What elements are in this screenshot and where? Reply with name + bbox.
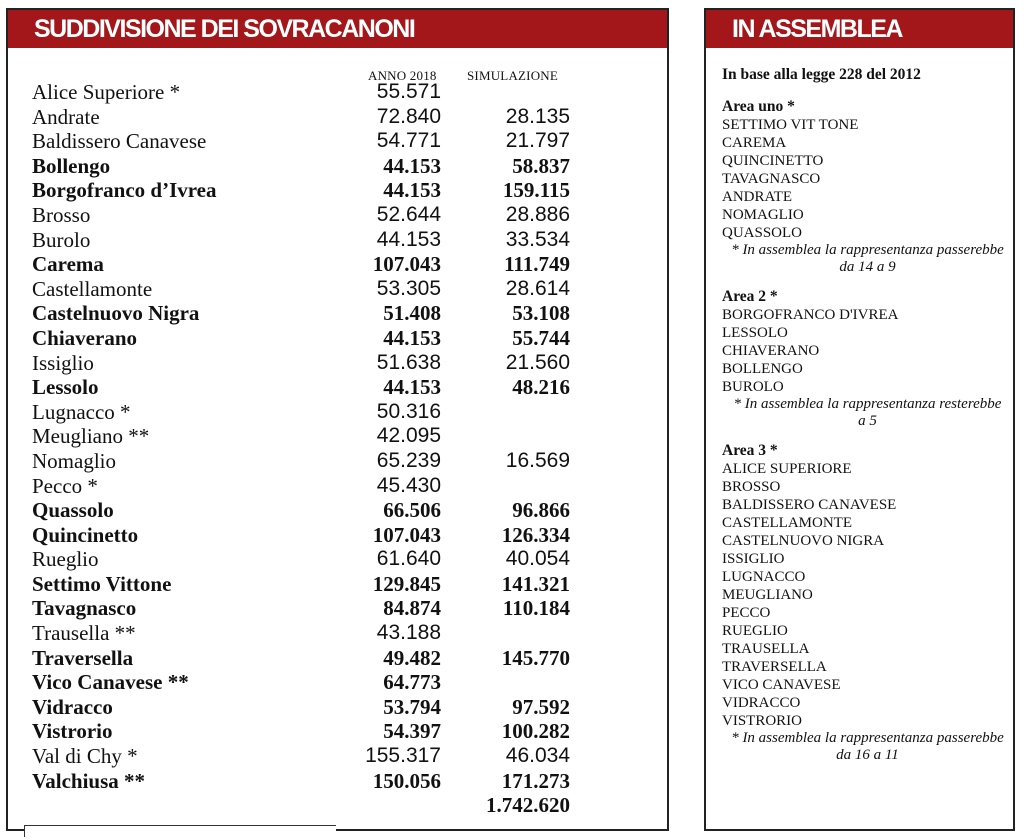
area-municipality: CHIAVERANO [722,343,820,359]
simulazione-value: 111.749 [504,252,570,277]
table-row [8,547,667,572]
area-municipality: QUASSOLO [722,225,803,241]
municipality-name: Lugnacco * [32,399,131,424]
simulazione-value: 96.866 [512,498,570,523]
anno-2018-value: 54.397 [383,719,441,744]
area-municipality: LUGNACCO [722,569,806,585]
anno-2018-value: 61.640 [376,547,441,571]
area-municipality: TRAVERSELLA [722,659,827,675]
assemblea-panel [704,8,1015,831]
anno-2018-value: 44.153 [383,375,441,400]
area-municipality: ALICE SUPERIORE [722,461,852,477]
table-row [8,105,667,130]
anno-2018-value: 44.153 [376,227,441,251]
municipality-name: Castelnuovo Nigra [32,301,200,326]
municipality-name: Brosso [32,202,91,227]
anno-2018-value: 55.571 [376,80,441,103]
table-row [8,769,667,794]
simulazione-value: 97.592 [512,694,570,719]
area-municipality: VICO CANAVESE [722,677,841,693]
municipality-name: Bollengo [32,153,111,178]
table-row [8,80,667,105]
municipality-name: Val di Chy * [32,744,138,769]
assembly-area [722,98,1007,276]
anno-2018-value: 66.506 [383,498,441,523]
municipality-name: Issiglio [32,350,94,375]
total-row [8,793,667,818]
area-municipality: SETTIMO VIT TONE [722,117,859,133]
anno-2018-value: 107.043 [372,522,441,547]
municipality-name: Quincinetto [32,522,139,547]
municipality-name: Quassolo [32,498,114,523]
area-municipality: CASTELNUOVO NIGRA [722,533,885,549]
municipality-name: Alice Superiore * [32,80,181,104]
total-value: 1.742.620 [486,793,570,818]
area-municipality: CAREMA [722,135,787,151]
municipality-name: Settimo Vittone [32,571,172,596]
area-title: Area 3 * [722,442,778,459]
simulazione-value: 55.744 [512,325,570,350]
municipality-name: Trausella ** [32,621,136,646]
anno-2018-value: 45.430 [376,473,441,497]
municipality-name: Rueglio [32,547,99,572]
area-municipality: BALDISSERO CANAVESE [722,497,897,513]
anno-2018-value: 50.316 [376,399,441,423]
anno-2018-value: 53.794 [383,694,441,719]
area-municipality: NOMAGLIO [722,207,804,223]
table-title: SUDDIVISIONE DEI SOVRACANONI [8,10,667,48]
municipality-name: Lessolo [32,375,99,400]
municipality-name: Borgofranco d’Ivrea [32,178,217,203]
anno-2018-value: 65.239 [376,448,441,472]
area-municipality: BROSSO [722,479,781,495]
table-row [8,449,667,474]
table-row [8,203,667,228]
table-row [8,621,667,646]
table-body [8,80,667,818]
municipality-name: Andrate [32,104,100,129]
anno-2018-value: 44.153 [383,153,441,178]
anno-2018-value: 52.644 [376,202,441,226]
anno-2018-value: 54.771 [376,129,441,153]
table-row [8,523,667,548]
municipality-name: Nomaglio [32,448,116,473]
table-row [8,498,667,523]
area-municipality: BORGOFRANCO D'IVREA [722,307,899,323]
representation-note: * In assemblea la rappresentanza resterebbe a 5 [733,396,1002,429]
municipality-name: Vistrorio [32,719,113,744]
table-row [8,375,667,400]
municipality-name: Burolo [32,227,91,252]
area-municipality: CASTELLAMONTE [722,515,852,531]
municipality-name: Meugliano ** [32,424,150,449]
table-row [8,129,667,154]
municipality-name: Baldissero Canavese [32,129,207,154]
anno-2018-value: 44.153 [383,178,441,203]
area-municipality: QUINCINETTO [722,153,824,169]
municipality-name: Traversella [32,645,134,670]
area-municipality: MEUGLIANO [722,587,813,603]
simulazione-value: 40.054 [505,547,570,571]
table-row [8,252,667,277]
municipality-name: Chiaverano [32,325,137,350]
simulazione-value: 33.534 [505,227,570,251]
area-title: Area uno * [722,98,795,115]
anno-2018-value: 155.317 [365,744,441,768]
table-row [8,277,667,302]
anno-2018-value: 42.095 [376,424,441,448]
simulazione-value: 48.216 [512,375,570,400]
table-row [8,744,667,769]
simulazione-value: 28.135 [505,104,570,128]
anno-2018-value: 51.638 [376,350,441,374]
anno-2018-value: 107.043 [372,252,441,277]
municipality-name: Castellamonte [32,276,153,301]
table-row [8,351,667,376]
representation-note: * In assemblea la rappresentanza passerebbe da 16 a 11 [731,730,1004,763]
assemblea-title: IN ASSEMBLEA [706,10,1013,48]
table-row [8,646,667,671]
simulazione-value: 171.273 [501,768,570,793]
area-municipality: ISSIGLIO [722,551,785,567]
area-municipality: RUEGLIO [722,623,788,639]
municipality-name: Vidracco [32,694,113,719]
municipality-name: Pecco * [32,473,98,498]
table-row [8,228,667,253]
table-row [8,596,667,621]
anno-2018-value: 150.056 [372,768,441,793]
simulazione-value: 16.569 [505,448,570,472]
simulazione-value: 126.334 [501,522,570,547]
sovracanoni-table-panel [6,8,669,831]
anno-2018-value: 64.773 [383,670,441,695]
municipality-name: Tavagnasco [32,596,137,621]
table-row [8,719,667,744]
area-municipality: TAVAGNASCO [722,171,821,187]
table-row [8,178,667,203]
area-municipality: PECCO [722,605,771,621]
area-municipality: VISTRORIO [722,713,803,729]
anno-2018-value: 43.188 [376,621,441,645]
anno-2018-value: 129.845 [372,571,441,596]
simulazione-value: 100.282 [501,719,570,744]
area-municipality: LESSOLO [722,325,788,341]
simulazione-value: 159.115 [502,178,570,203]
anno-2018-value: 53.305 [376,276,441,300]
credit-strip [24,825,336,837]
law-reference: In base alla legge 228 del 2012 [722,66,921,83]
table-row [8,154,667,179]
area-municipality: VIDRACCO [722,695,801,711]
anno-2018-value: 72.840 [376,104,441,128]
column-header-anno-2018: ANNO 2018 [368,68,437,83]
municipality-name: Vico Canavese ** [32,670,189,695]
simulazione-value: 145.770 [501,645,570,670]
simulazione-value: 28.614 [505,276,570,300]
simulazione-value: 28.886 [505,202,570,226]
assembly-area [722,288,1007,430]
assemblea-content [722,66,1007,776]
assembly-area [722,442,1007,764]
municipality-name: Carema [32,252,104,277]
anno-2018-value: 84.874 [383,596,441,621]
simulazione-value: 21.797 [505,129,570,153]
area-municipality: ANDRATE [722,189,792,205]
anno-2018-value: 51.408 [383,301,441,326]
table-row [8,695,667,720]
table-row [8,301,667,326]
column-header-simulazione: SIMULAZIONE [467,68,559,83]
table-row [8,572,667,597]
table-row [8,326,667,351]
simulazione-value: 141.321 [501,571,570,596]
simulazione-value: 58.837 [512,153,570,178]
simulazione-value: 21.560 [505,350,570,374]
table-row [8,424,667,449]
table-row [8,474,667,499]
municipality-name: Valchiusa ** [32,768,146,793]
simulazione-value: 110.184 [502,596,570,621]
area-municipality: BOLLENGO [722,361,803,377]
table-row [8,670,667,695]
simulazione-value: 53.108 [512,301,570,326]
area-municipality: TRAUSELLA [722,641,810,657]
anno-2018-value: 44.153 [383,325,441,350]
area-title: Area 2 * [722,288,778,305]
table-row [8,400,667,425]
simulazione-value: 46.034 [505,744,570,768]
anno-2018-value: 49.482 [383,645,441,670]
representation-note: * In assemblea la rappresentanza passerebbe da 14 a 9 [731,242,1004,275]
area-municipality: BUROLO [722,379,784,395]
